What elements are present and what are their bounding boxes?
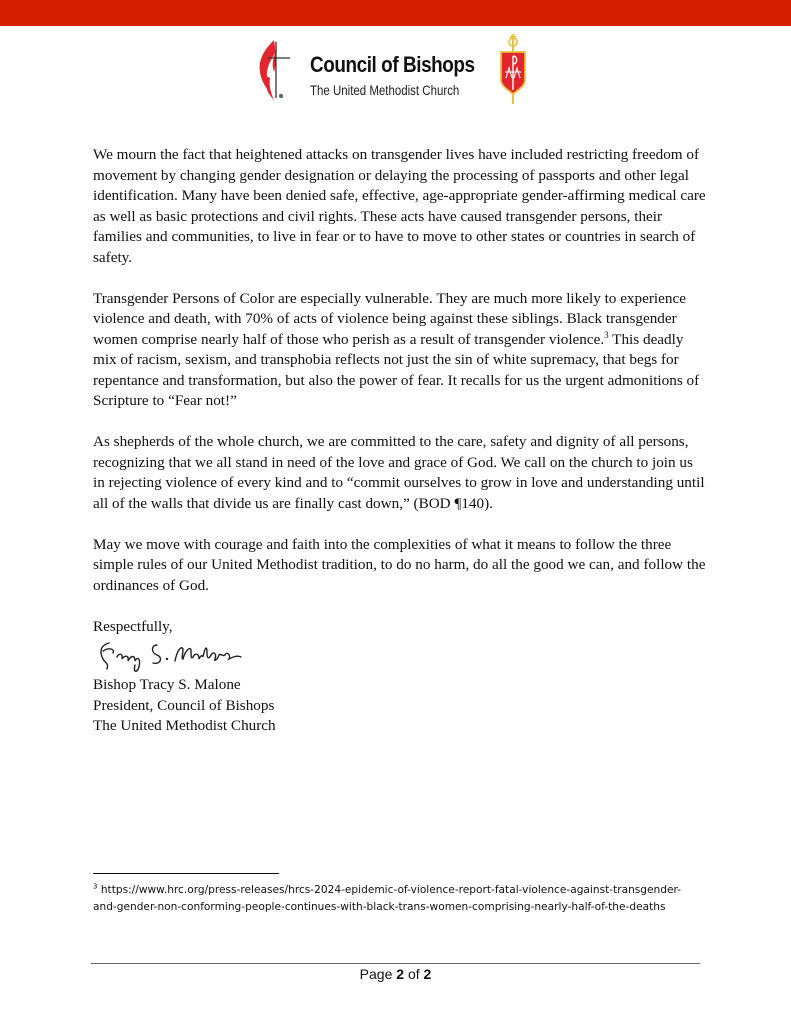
header-red-bar [0, 0, 791, 26]
letter-body [93, 145, 708, 737]
paragraph-2: Transgender Persons of Color are especially vulnerable. They are much more likely to experience violence and death, with 70% of acts of violence being against these siblings. Black transgender women comprise nearly half of those who perish as a result of transgender violence.$^3$ This deadly mix of racism, sexism, and transphobia reflects not just the sin of white supremacy, that begs for repentance and transformation, but also the power of fear. It recalls for us the urgent admonitions of Scripture to “Fear not!” [93, 289, 700, 409]
episcopal-shield-icon [496, 34, 530, 106]
paragraph-3: As shepherds of the whole church, we are committed to the care, safety and dignity of all persons, recognizing that we all stand in need of the love and grace of God. We call on the church to join us in rejecting violence of every kind and to “commit ourselves to grow in love and understanding until all of the walls that divide us are finally cast down,” (BOD ¶140). [93, 433, 705, 512]
footnote [93, 882, 703, 915]
paragraph-4: May we move with courage and faith into the complexities of what it means to follow the three simple rules of our United Methodist tradition, to do no harm, do all the good we can, and follow the ordinances of God. [93, 535, 706, 594]
footnote-reference[interactable]: 3 [604, 329, 609, 340]
paragraph-1: We mourn the fact that heightened attacks on transgender lives have included restricting freedom of movement by changing gender designation or delaying the processing of passports and other legal identification. Many have been denied safe, effective, age-appropriate gender-affirming medical care as well as basic protections and civil rights. These acts have caused transgender persons, their families and communities, to live in fear or to have to move to other states or countries in search of safety. [93, 146, 706, 266]
cross-and-flame-icon [254, 36, 294, 104]
council-of-bishops-logo [250, 34, 540, 106]
signature-image [95, 637, 255, 675]
signer-organization: The United Methodist Church [93, 717, 276, 734]
signer-name: Bishop Tracy S. Malone [93, 676, 241, 693]
signer-title: President, Council of Bishops [93, 696, 275, 714]
current-page: 2 [396, 966, 405, 982]
footer-rule [91, 963, 700, 964]
signature [93, 637, 708, 675]
closing-block [93, 617, 708, 737]
salutation: Respectfully, [93, 617, 173, 635]
footnote-link[interactable]: https://www.hrc.org/press-releases/hrcs-2024-epidemic-of-violence-report-fatal-violence-against-transgender-and-gender-non-conforming-people-continues-with-black-trans-women-comprising-nearly-half-of-the-deaths [93, 884, 681, 913]
total-pages: 2 [423, 966, 432, 982]
footnote-separator [93, 873, 279, 874]
logo-subtitle: The United Methodist Church [310, 82, 460, 98]
footnote-number: 3 [93, 882, 98, 891]
page-number: Page 2 of 2 [359, 966, 432, 982]
logo-title: Council of Bishops [310, 52, 475, 77]
